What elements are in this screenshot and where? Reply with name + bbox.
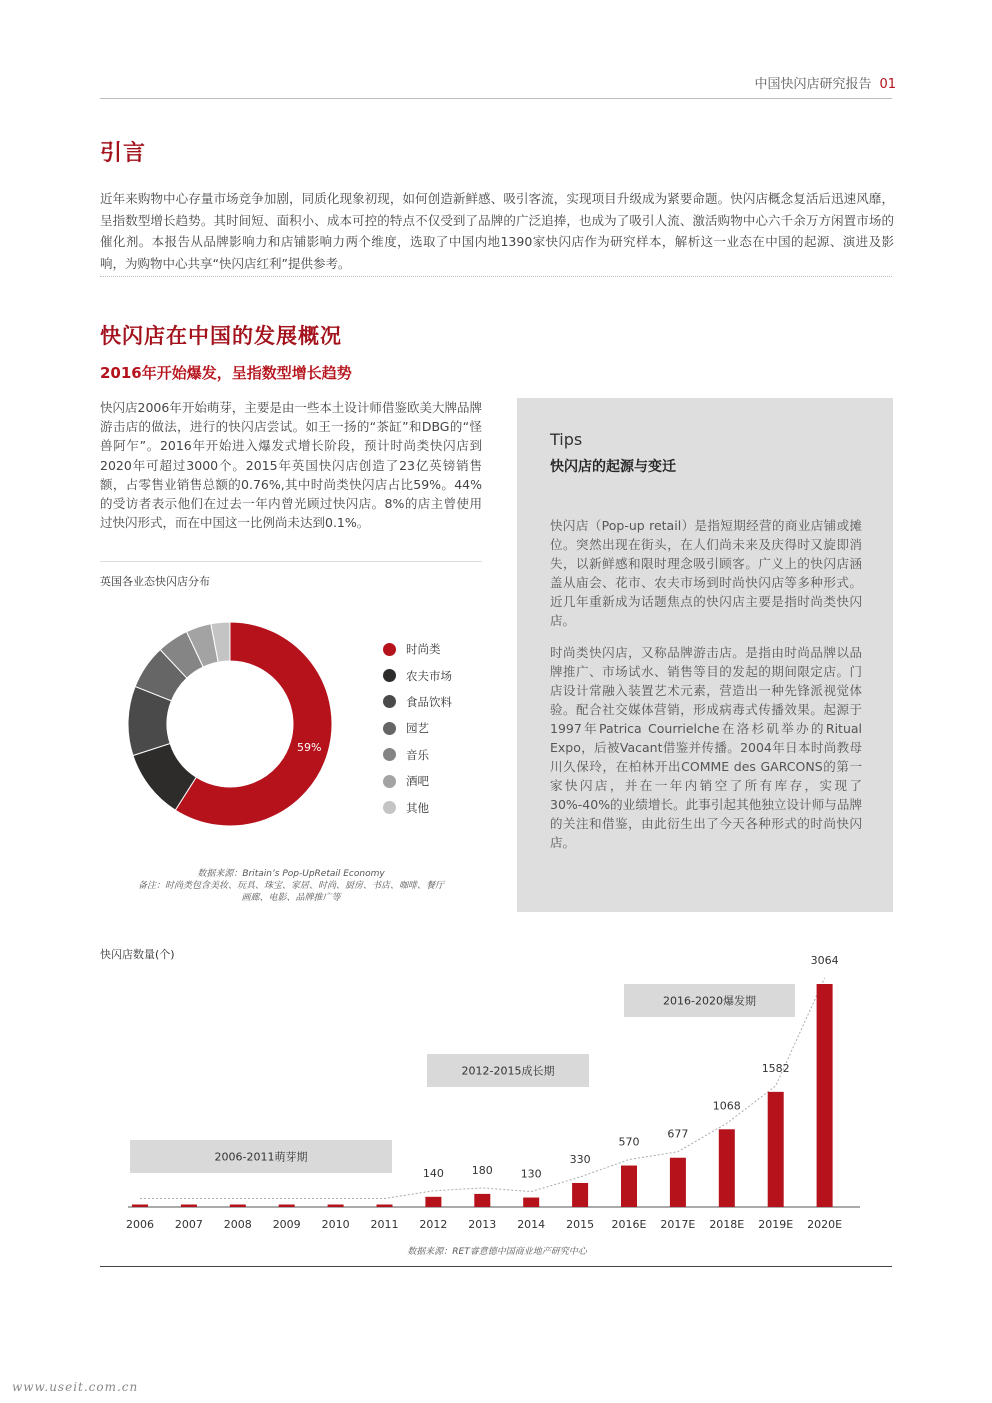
legend-swatch <box>383 775 396 788</box>
pie-remark-note: 备注：时尚类包含美妆、玩具、珠宝、家居、时尚、厨房、书店、咖啡、餐厅 <box>137 881 444 891</box>
x-tick-label: 2015 <box>566 1218 595 1231</box>
x-tick-label: 2012 <box>419 1218 448 1231</box>
bar-data-label: 140 <box>422 1166 444 1180</box>
legend-swatch <box>383 748 396 761</box>
period-label: 2012-2015成长期 <box>461 1064 555 1078</box>
legend-swatch <box>383 801 396 814</box>
bar-source-note: 数据来源：RET睿意德中国商业地产研究中心 <box>407 1247 587 1257</box>
bar <box>768 1092 784 1207</box>
bottom-divider <box>100 1266 892 1267</box>
bar <box>328 1205 344 1208</box>
donut-chart <box>120 614 340 834</box>
x-tick-label: 2007 <box>174 1218 203 1231</box>
bar-data-label: 1068 <box>712 1099 741 1113</box>
legend-swatch <box>383 643 396 656</box>
x-tick-label: 2006 <box>126 1218 154 1231</box>
bar-data-label: 180 <box>471 1163 493 1177</box>
bar <box>719 1129 735 1207</box>
bar <box>621 1166 637 1207</box>
bar-chart <box>100 950 894 1240</box>
legend-swatch <box>383 669 396 682</box>
legend-item <box>383 662 452 688</box>
bar <box>817 984 833 1207</box>
x-tick-label: 2020E <box>807 1218 843 1231</box>
bar <box>425 1197 441 1207</box>
section-heading: 快闪店在中国的发展概况 <box>100 323 342 348</box>
legend-label: 园艺 <box>406 721 429 736</box>
tips-box <box>517 398 893 912</box>
body-divider <box>100 561 482 562</box>
bar <box>523 1198 539 1207</box>
bar-data-label: 570 <box>618 1135 640 1149</box>
pie-source-note: 数据来源：Britain’s Pop-UpRetail Economy <box>197 869 385 879</box>
legend-label: 食品饮料 <box>406 694 452 709</box>
bar-data-label: 677 <box>667 1127 689 1141</box>
tips-paragraph-1: 快闪店（Pop-up retail）是指短期经营的商业店铺或摊位。突然出现在街头，在人们尚未来及庆得时又旋即消失，以新鲜感和限时理念吸引顾客。广义上的快闪店涵盖从庙会、花市、农夫市场到时尚快闪店等多种形式。近几年重新成为话题焦点的快闪店主要是指时尚类快闪店。 <box>550 518 862 628</box>
bar-data-label: 1582 <box>761 1061 790 1075</box>
bar-data-label: 3064 <box>810 954 839 967</box>
legend-item <box>383 636 452 662</box>
legend-label: 农夫市场 <box>406 668 452 683</box>
bar <box>572 1183 588 1207</box>
intro-heading: 引言 <box>100 140 147 166</box>
tips-title: Tips <box>550 430 583 449</box>
legend-item <box>383 768 452 794</box>
running-header <box>754 73 896 92</box>
legend-item <box>383 715 452 741</box>
period-label: 2016-2020爆发期 <box>663 994 756 1008</box>
tips-paragraph-2: 时尚类快闪店，又称品牌游击店。是指由时尚品牌以品牌推广、市场试水、销售等目的发起的期间限定店。门店设计常融入装置艺术元素，营造出一种先锋派视觉体验。配合社交媒体营销，形成病毒式传播效果。起源于1997年Patrica Courrielche在洛杉矶举办的Ritual Expo，后被Vacant借鉴并传播。2004年日本时尚教母川久保玲，在柏林开出COMME des GARCONS的第一家快闪店，并在一年内销空了所有库存，实现了30%-40%的业绩增长。此事引起其他独立设计师与品牌的关注和借鉴，由此衍生出了今天各种形式的时尚快闪店。 <box>550 645 862 850</box>
x-tick-label: 2016E <box>611 1218 647 1231</box>
x-tick-label: 2008 <box>223 1218 252 1231</box>
legend-item <box>383 794 452 820</box>
pie-data-label: 59% <box>296 741 322 755</box>
period-label: 2006-2011萌芽期 <box>214 1150 308 1164</box>
legend-label: 其他 <box>406 800 429 815</box>
header-divider <box>100 98 892 99</box>
x-tick-label: 2013 <box>468 1218 497 1231</box>
section-body: 快闪店2006年开始萌芽，主要是由一些本土设计师借鉴欧美大牌品牌游击店的做法，进行的快闪店尝试。如王一扬的“茶缸”和DBG的“怪兽阿乍”。2016年开始进入爆发式增长阶段，预计时尚类快闪店到2020年可超过3000个。2015年英国快闪店创造了23亿英镑销售额，占零售业销售总额的0.76%,其中时尚类快闪店占比59%。44%的受访者表示他们在过去一年内曾光顾过快闪店。8%的店主曾使用过快闪形式，而在中国这一比例尚未达到0.1%。 <box>100 400 482 531</box>
bar <box>670 1158 686 1207</box>
bar <box>474 1194 490 1207</box>
pie-chart-title: 英国各业态快闪店分布 <box>100 575 210 588</box>
report-title: 中国快闪店研究报告 <box>754 77 872 92</box>
x-tick-label: 2009 <box>272 1218 301 1231</box>
page-number: 01 <box>879 77 896 92</box>
legend-label: 音乐 <box>406 747 429 762</box>
x-tick-label: 2010 <box>321 1218 350 1231</box>
x-tick-label: 2018E <box>709 1218 745 1231</box>
x-tick-label: 2011 <box>370 1218 399 1231</box>
pie-legend <box>383 636 452 821</box>
x-tick-label: 2014 <box>517 1218 546 1231</box>
legend-swatch <box>383 722 396 735</box>
bar-data-label: 130 <box>520 1167 542 1181</box>
bar <box>230 1205 246 1208</box>
pie-remark-note-2: 画廊、电影、品牌推广等 <box>241 893 341 903</box>
x-tick-label: 2017E <box>660 1218 696 1231</box>
section-divider <box>100 276 892 277</box>
section-subheading: 2016年开始爆发，呈指数型增长趋势 <box>100 364 352 382</box>
legend-swatch <box>383 695 396 708</box>
tips-subtitle: 快闪店的起源与变迁 <box>550 459 676 475</box>
legend-item <box>383 689 452 715</box>
intro-paragraph: 近年来购物中心存量市场竞争加剧，同质化现象初现，如何创造新鲜感、吸引客流，实现项目升级成为紧要命题。快闪店概念复活后迅速风靡，呈指数型增长趋势。其时间短、面积小、成本可控的特点不仅受到了品牌的广泛追捧，也成为了吸引人流、激活购物中心六千余万方闲置市场的催化剂。本报告从品牌影响力和店铺影响力两个维度，选取了中国内地1390家快闪店作为研究样本，解析这一业态在中国的起源、演进及影响，为购物中心共享“快闪店红利”提供参考。 <box>100 191 894 271</box>
bar <box>181 1205 197 1208</box>
legend-label: 时尚类 <box>406 642 441 657</box>
bar-chart-title: 快闪店数量(个) <box>100 948 175 961</box>
x-tick-label: 2019E <box>758 1218 794 1231</box>
bar <box>279 1205 295 1208</box>
watermark: www.useit.com.cn <box>12 1380 139 1394</box>
bar <box>377 1205 393 1208</box>
legend-item <box>383 742 452 768</box>
bar-data-label: 330 <box>569 1152 591 1166</box>
legend-label: 酒吧 <box>406 774 429 789</box>
bar <box>132 1205 148 1208</box>
